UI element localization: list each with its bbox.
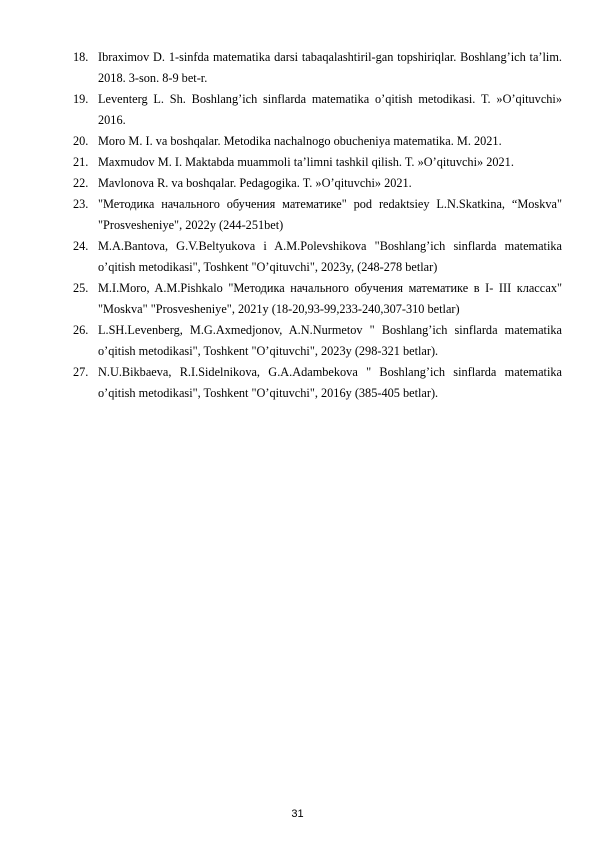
reference-number: 22. (73, 176, 89, 190)
reference-text: Maxmudov M. I. Maktabda muammoli ta’limni tashkil qilish. T. »O’qituvchi» 2021. (98, 155, 514, 169)
reference-text: M.A.Bantova, G.V.Beltyukova i A.M.Polevshikova "Boshlang’ich sinflarda matematika o’qitish metodikasi", Toshkent "O’qituvchi", 2023y, (248-278 betlar) (98, 239, 562, 274)
reference-item (73, 47, 562, 89)
reference-list (73, 47, 562, 404)
reference-item (73, 236, 562, 278)
reference-number: 25. (73, 281, 89, 295)
reference-number: 24. (73, 239, 89, 253)
reference-text: Leventerg L. Sh. Boshlang’ich sinflarda matematika o’qitish metodikasi. T. »O’qituvchi» 2016. (98, 92, 562, 127)
reference-number: 23. (73, 197, 89, 211)
reference-item (73, 362, 562, 404)
reference-item (73, 320, 562, 362)
reference-number: 27. (73, 365, 89, 379)
reference-text: Mavlonova R. va boshqalar. Pedagogika. T. »O’qituvchi» 2021. (98, 176, 412, 190)
reference-item (73, 278, 562, 320)
reference-item (73, 131, 562, 152)
reference-number: 18. (73, 50, 89, 64)
reference-item (73, 89, 562, 131)
reference-number: 26. (73, 323, 89, 337)
reference-number: 20. (73, 134, 89, 148)
reference-text: Moro M. I. va boshqalar. Metodika nachalnogo obucheniya matematika. M. 2021. (98, 134, 502, 148)
reference-text: L.SH.Levenberg, M.G.Axmedjonov, A.N.Nurmetov " Boshlang’ich sinflarda matematika o’qitish metodikasi", Toshkent "O’qituvchi", 2023y (298-321 betlar). (98, 323, 562, 358)
reference-number: 21. (73, 155, 89, 169)
reference-text: "Методика начального обучения математике" pod redaktsiey L.N.Skatkina, “Moskva" "Prosvesheniye", 2022y (244-251bet) (98, 197, 562, 232)
reference-number: 19. (73, 92, 89, 106)
reference-text: Ibraximov D. 1-sinfda matematika darsi tabaqalashtiril-gan topshiriqlar. Boshlang’ich ta’lim. 2018. 3-son. 8-9 bet-r. (98, 50, 562, 85)
reference-item (73, 194, 562, 236)
reference-text: N.U.Bikbaeva, R.I.Sidelnikova, G.A.Adambekova " Boshlang’ich sinflarda matematika o’qitish metodikasi", Toshkent "O’qituvchi", 2016y (385-405 betlar). (98, 365, 562, 400)
page-number: 31 (291, 808, 304, 820)
reference-item (73, 173, 562, 194)
reference-text: M.I.Moro, A.M.Pishkalo "Методика начального обучения математике в I- III классах" "Moskva" "Prosvesheniye", 2021y (18-20,93-99,233-240,307-310 betlar) (98, 281, 562, 316)
reference-item (73, 152, 562, 173)
